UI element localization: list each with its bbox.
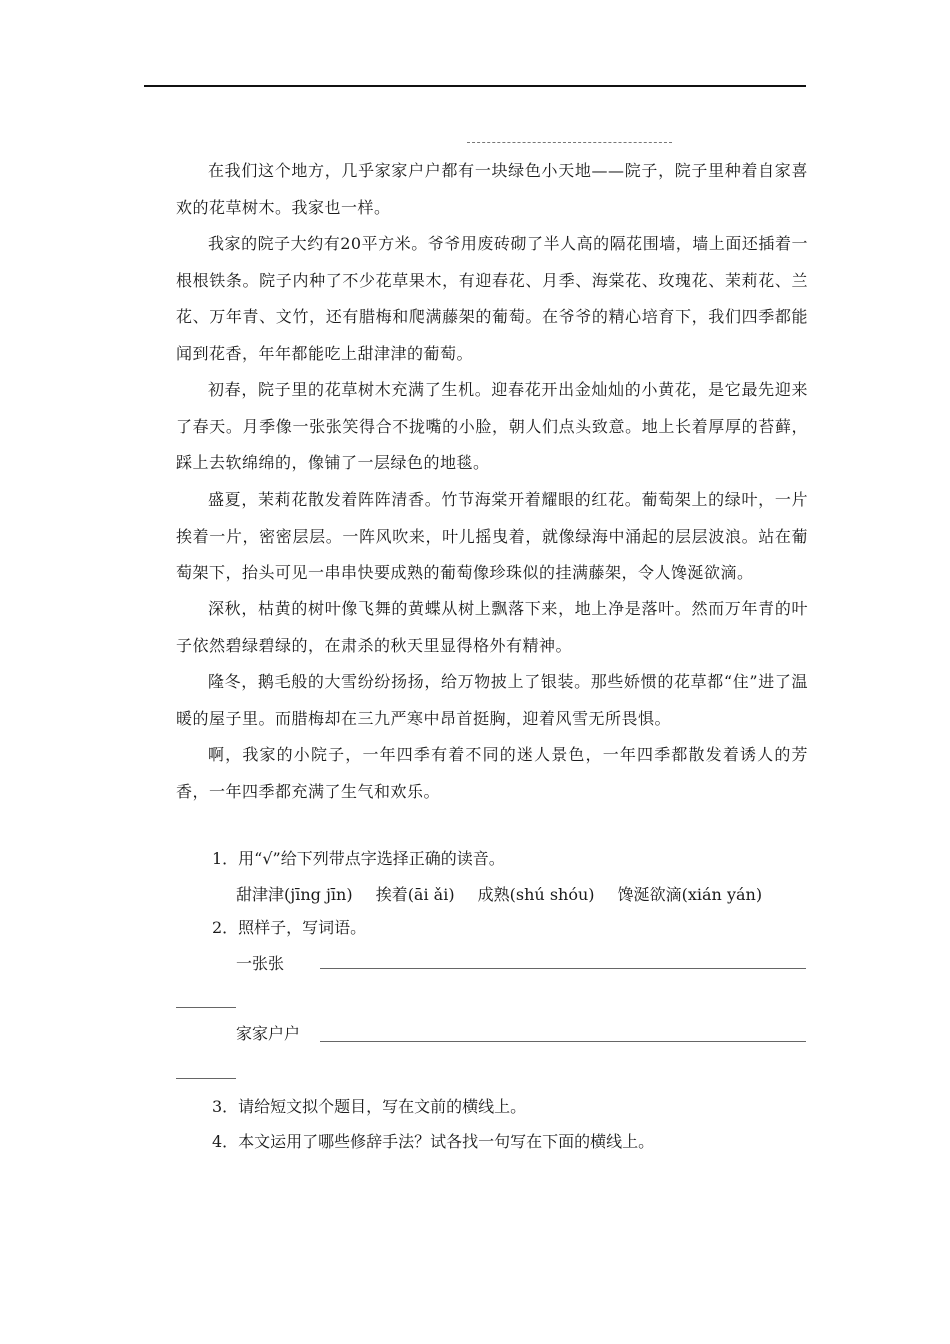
passage-paragraph-1: 在我们这个地方，几乎家家户户都有一块绿色小天地——院子，院子里种着自家喜欢的花草树木。我家也一样。 [176,161,808,217]
sample-word-1: 一张张 [236,954,285,973]
pronunciation-options [236,883,780,907]
question-1: 1．用“√”给下列带点字选择正确的读音。 [212,849,505,868]
pronunciation-item[interactable]: 馋涎欲滴(xián yán) [617,885,763,904]
passage-paragraph-7: 啊，我家的小院子，一年四季有着不同的迷人景色，一年四季都散发着诱人的芳香，一年四季都充满了生气和欢乐。 [176,745,808,801]
question-3: 3．请给短文拟个题目，写在文前的横线上。 [212,1097,527,1116]
answer-line[interactable] [320,1041,806,1042]
question-2: 2．照样子，写词语。 [212,918,367,937]
pronunciation-item[interactable]: 挨着(āi ǎi) [375,885,455,904]
title-blank-line[interactable] [467,142,672,143]
sample-word-2: 家家户户 [236,1024,301,1043]
passage-paragraph-6: 隆冬，鹅毛般的大雪纷纷扬扬，给万物披上了银装。那些娇惯的花草都“住”进了温暖的屋子里。而腊梅却在三九严寒中昂首挺胸，迎着风雪无所畏惧。 [176,672,808,728]
passage-paragraph-3: 初春，院子里的花草树木充满了生机。迎春花开出金灿灿的小黄花，是它最先迎来了春天。月季像一张张笑得合不拢嘴的小脸，朝人们点头致意。地上长着厚厚的苔藓，踩上去软绵绵的，像铺了一层绿色的地毯。 [176,380,808,472]
passage-paragraph-4: 盛夏，茉莉花散发着阵阵清香。竹节海棠开着耀眼的红花。葡萄架上的绿叶，一片挨着一片，密密层层。一阵风吹来，叶儿摇曳着，就像绿海中涌起的层层波浪。站在葡萄架下，抬头可见一串串快要成熟的葡萄像珍珠似的挂满藤架，令人馋涎欲滴。 [176,490,808,582]
header-rule [144,85,806,87]
passage-paragraph-5: 深秋，枯黄的树叶像飞舞的黄蝶从树上飘落下来，地上净是落叶。然而万年青的叶子依然碧绿碧绿的，在肃杀的秋天里显得格外有精神。 [176,599,808,655]
passage-paragraph-2: 我家的院子大约有20平方米。爷爷用废砖砌了半人高的隔花围墙，墙上面还插着一根根铁条。院子内种了不少花草果木，有迎春花、月季、海棠花、玫瑰花、茉莉花、兰花、万年青、文竹，还有腊梅和爬满藤架的葡萄。在爷爷的精心培育下，我们四季都能闻到花香，年年都能吃上甜津津的葡萄。 [176,234,808,363]
pronunciation-item[interactable]: 成熟(shú shóu) [477,885,595,904]
pronunciation-item[interactable]: 甜津津(jīng jīn) [236,885,353,904]
answer-line[interactable] [176,1078,236,1079]
question-4: 4．本文运用了哪些修辞手法？试各找一句写在下面的横线上。 [212,1132,655,1151]
answer-line[interactable] [176,1007,236,1008]
answer-line[interactable] [320,968,806,969]
